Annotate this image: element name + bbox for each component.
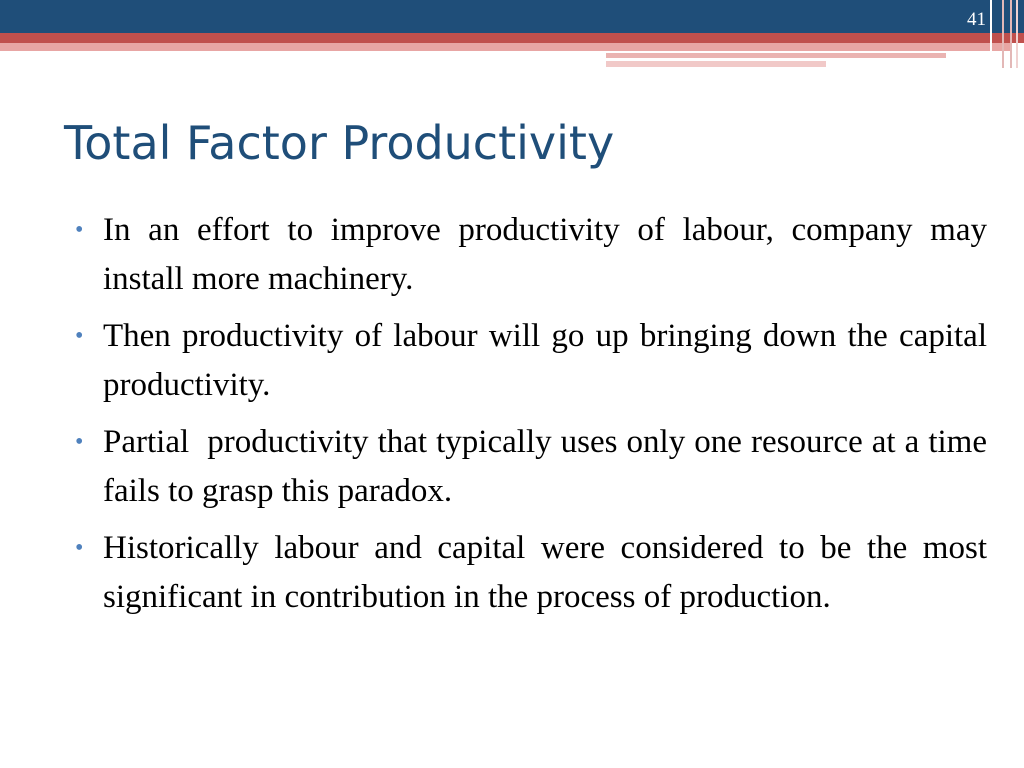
header-band-pink: [0, 43, 1010, 51]
bullet-dot-icon: •: [75, 429, 84, 455]
header-band-pink-accent: [606, 53, 946, 58]
bullet-dot-icon: •: [75, 535, 84, 561]
bullet-dot-icon: •: [75, 217, 84, 243]
header-band-red: [0, 33, 1024, 43]
bullet-text: In an effort to improve productivity of labour, company may install more machinery.: [103, 212, 987, 297]
header-vertical-line: [1002, 0, 1004, 68]
header-band-blue: [0, 0, 1024, 33]
header-vertical-line: [1016, 0, 1018, 68]
header-vertical-line: [1010, 0, 1012, 68]
bullet-list: [75, 206, 996, 630]
bullet-item: [75, 206, 987, 304]
bullet-item: [75, 312, 987, 410]
bullet-text: Then productivity of labour will go up bringing down the capital productivity.: [103, 318, 987, 403]
bullet-item: [75, 418, 996, 516]
slide-title: Total Factor Productivity: [64, 116, 615, 170]
slide-number: 41: [967, 9, 986, 30]
bullet-dot-icon: •: [75, 323, 84, 349]
bullet-text: Historically labour and capital were considered to be the most significant in contribution in the process of production.: [103, 530, 987, 615]
bullet-item: [75, 524, 987, 622]
header-vertical-line: [990, 0, 992, 70]
header-band-pink-accent-small: [606, 61, 826, 67]
bullet-text: Partial productivity that typically uses only one resource at a time fails to grasp this paradox.: [103, 424, 996, 509]
